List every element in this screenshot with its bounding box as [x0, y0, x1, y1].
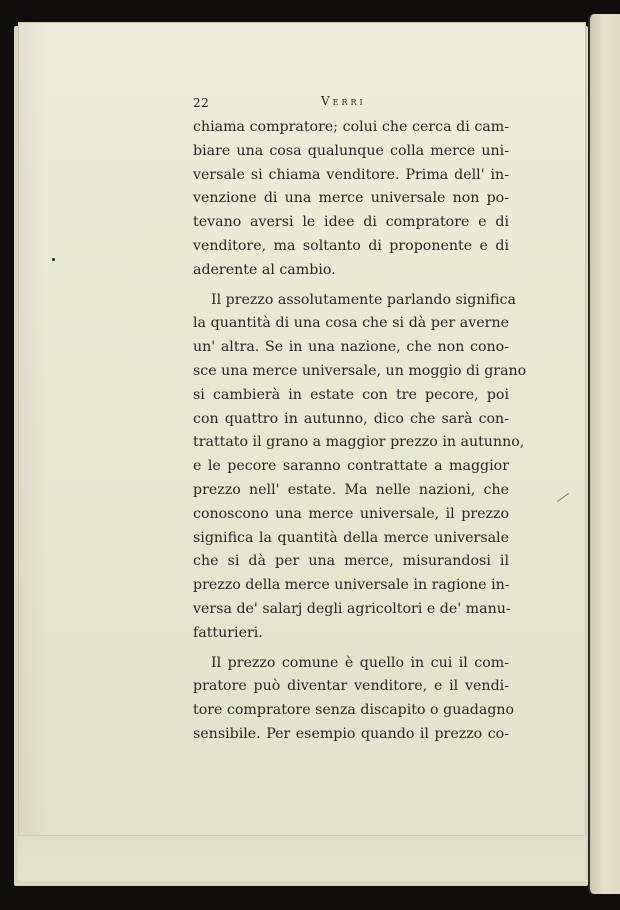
page-bottom-fold — [18, 835, 586, 881]
text-line: con quattro in autunno, dico che sarà con- — [193, 410, 509, 427]
text-line: chiama compratore; colui che cerca di cam- — [193, 119, 509, 135]
text-line: venditore, ma soltanto di proponente e di — [193, 237, 509, 254]
page-text-block — [193, 88, 527, 747]
text-line: e le pecore saranno contrattate a maggior — [193, 458, 509, 475]
text-line: si cambierà in estate con tre pecore, poi — [193, 386, 509, 403]
text-line: pratore può diventar venditore, e il vendi- — [193, 678, 509, 695]
ink-speck — [52, 258, 55, 261]
paragraph-2 — [193, 289, 527, 646]
text-line: prezzo nell' estate. Ma nelle nazioni, che — [193, 481, 509, 498]
text-line: sensibile. Per esempio quando il prezzo co- — [193, 725, 509, 742]
next-leaf-edge — [588, 14, 620, 894]
text-line: tore compratore senza discapito o guadagno — [193, 702, 515, 719]
text-line: biare una cosa qualunque colla merce uni- — [193, 142, 509, 159]
text-line: Il prezzo assolutamente parlando significa — [211, 291, 516, 308]
text-line: aderente al cambio. — [193, 261, 336, 278]
text-line: Il prezzo comune è quello in cui il com- — [211, 654, 509, 671]
text-line: conoscono una merce universale, il prezzo — [193, 505, 509, 522]
running-head: Verri — [321, 94, 366, 108]
text-line: prezzo della merce universale in ragione in- — [193, 577, 510, 594]
text-line: significa la quantità della merce universale — [193, 529, 509, 546]
text-line: versale si chiama venditore. Prima dell' in- — [193, 166, 509, 183]
text-line: fatturieri. — [193, 624, 263, 641]
paragraph-1 — [193, 116, 509, 283]
page-number: 22 — [193, 96, 210, 110]
text-line: sce una merce universale, un moggio di grano — [193, 362, 527, 379]
text-line: venzione di una merce universale non po- — [193, 190, 509, 207]
text-line: tevano aversi le idee di compratore e di — [193, 214, 509, 231]
page-header — [193, 88, 509, 116]
text-line: che si dà per una merce, misurandosi il — [193, 553, 509, 570]
text-line: versa de' salarj degli agricoltori e de' manu- — [193, 600, 511, 617]
text-line: trattato il grano a maggior prezzo in autunno, — [193, 434, 525, 451]
paragraph-3 — [193, 652, 515, 747]
text-line: la quantità di una cosa che si dà per averne — [193, 315, 509, 332]
text-line: un' altra. Se in una nazione, che non cono- — [193, 339, 509, 356]
